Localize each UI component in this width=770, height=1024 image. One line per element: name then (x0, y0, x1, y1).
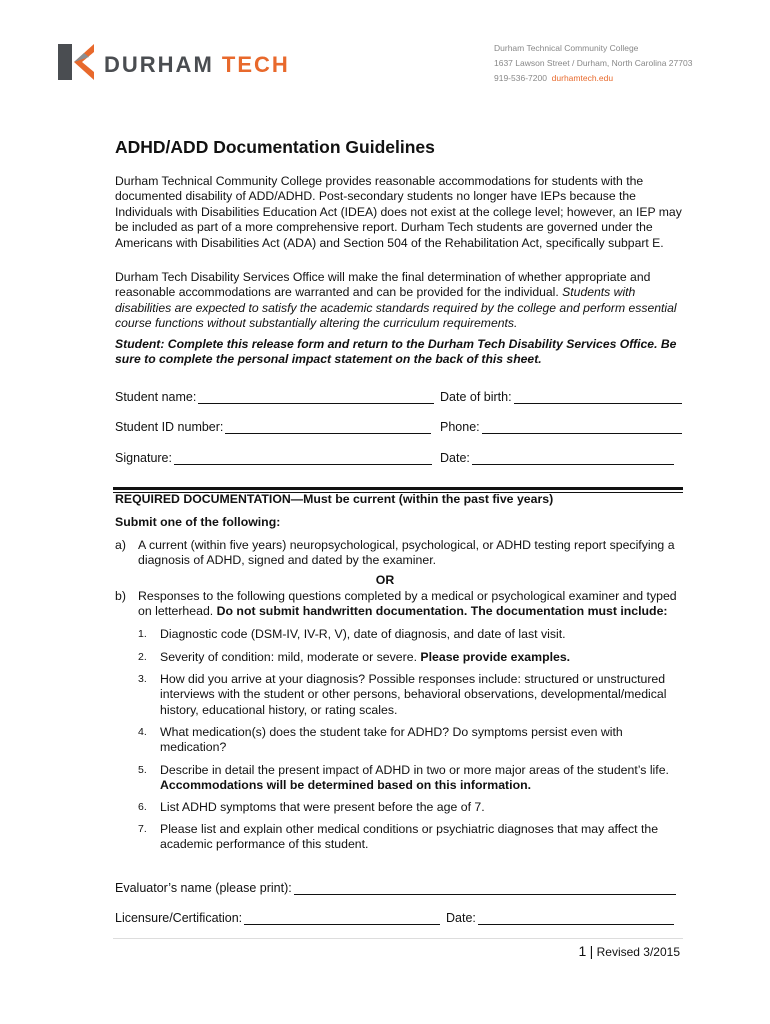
list-item (160, 650, 685, 665)
or-separator: OR (375, 573, 395, 587)
date-field[interactable] (440, 450, 674, 465)
date-label: Date: (440, 451, 470, 465)
list-item-bold-text: Accommodations will be determined based on this information. (160, 778, 532, 793)
item-number: 7. (138, 823, 147, 835)
page-title: ADHD/ADD Documentation Guidelines (115, 137, 435, 157)
determination-text: Durham Tech Disability Services Office will make the final determination of whether appropriate and reasonable accommodations are warranted and can be provided for the individual. (115, 270, 651, 300)
evaluator-date-label: Date: (446, 911, 476, 925)
list-item-text: How did you arrive at your diagnosis? Possible responses include: structured or unstructured interviews with the student or other persons, behavioral observations, developmental/medical history, educational history, or rating scales. (160, 672, 667, 717)
item-number: 1. (138, 628, 147, 640)
logo-word-tech: TECH (221, 52, 290, 77)
licensure-line[interactable] (244, 910, 440, 925)
page-footer (480, 943, 680, 959)
student-id-line[interactable] (225, 419, 431, 434)
signature-label: Signature: (115, 451, 172, 465)
item-number: 5. (138, 764, 147, 776)
licensure-label: Licensure/Certification: (115, 911, 243, 925)
student-id-label: Student ID number: (115, 420, 224, 434)
revision-date: Revised 3/2015 (596, 945, 680, 959)
list-item-bold-text: Please provide examples. (420, 650, 571, 664)
list-item-text: Severity of condition: mild, moderate or severe. (160, 650, 421, 664)
student-instruction: Student: Complete this release form and return to the Durham Tech Disability Services Office. Be sure to complete the personal impact statement on the back of this sheet. (115, 337, 677, 367)
option-b-letter: b) (115, 589, 126, 603)
date-of-birth-line[interactable] (514, 389, 682, 404)
list-item (160, 725, 685, 756)
option-b-plain-text: Responses to the following questions completed by a medical or psychological examiner and typed on letterhead. (138, 589, 677, 619)
durham-tech-logo-text (104, 52, 290, 78)
logo-word-durham: DURHAM (104, 52, 214, 77)
evaluator-date-line[interactable] (478, 910, 674, 925)
option-b-bold-text: Do not submit handwritten documentation. The documentation must include: (216, 604, 668, 619)
submit-one-heading: Submit one of the following: (115, 515, 281, 529)
footer-divider (113, 938, 683, 939)
list-item-text: What medication(s) does the student take for ADHD? Do symptoms persist even with medication? (160, 725, 623, 755)
academic-standards-text: Students with disabilities are expected to satisfy the academic standards required by the college and perform essential course functions without substantially altering the curriculum requirements. (115, 285, 677, 331)
list-item (160, 672, 685, 718)
college-name: Durham Technical Community College (494, 43, 639, 53)
college-phone-web (494, 71, 692, 86)
item-number: 3. (138, 673, 147, 685)
item-number: 4. (138, 726, 147, 738)
evaluator-date-field[interactable] (446, 910, 674, 925)
signature-field[interactable] (115, 450, 432, 465)
list-item-text: Please list and explain other medical conditions or psychiatric diagnoses that may affect the academic performance of this student. (160, 822, 659, 852)
durham-tech-logo-mark-icon (58, 44, 94, 80)
date-of-birth-label: Date of birth: (440, 390, 512, 404)
evaluator-name-field[interactable] (115, 880, 676, 895)
student-name-label: Student name: (115, 390, 197, 404)
licensure-field[interactable] (115, 910, 440, 925)
section-divider-thick (113, 487, 683, 490)
list-item-text: Diagnostic code (DSM-IV, IV-R, V), date of diagnosis, and date of last visit. (160, 627, 566, 641)
student-id-field[interactable] (115, 419, 431, 434)
item-number: 6. (138, 801, 147, 813)
phone-line[interactable] (482, 419, 682, 434)
college-contact-block (494, 41, 692, 86)
list-item (160, 763, 685, 794)
college-address: 1637 Lawson Street / Durham, North Carolina 27703 (494, 58, 693, 68)
signature-line[interactable] (174, 450, 432, 465)
option-b-text (138, 589, 686, 620)
college-website-link[interactable]: durhamtech.edu (551, 73, 614, 83)
list-item (160, 800, 685, 815)
date-of-birth-field[interactable] (440, 389, 682, 404)
evaluator-name-label: Evaluator’s name (please print): (115, 881, 292, 895)
required-documentation-heading: REQUIRED DOCUMENTATION—Must be current (within the past five years) (115, 492, 554, 506)
list-item (160, 627, 685, 642)
list-item-text: Describe in detail the present impact of ADHD in two or more major areas of the student’s life. (160, 763, 669, 777)
item-number: 2. (138, 651, 147, 663)
phone-label: Phone: (440, 420, 480, 434)
intro-paragraph: Durham Technical Community College provides reasonable accommodations for students with the documented disability of ADD/ADHD. Post-secondary students no longer have IEPs because the Individuals with Disabilities Education Act (IDEA) does not exist at the college level; however, an IEP may be included as part of a more comprehensive report. Durham Tech students are governed under the Americans with Disabilities Act (ADA) and Section 504 of the Rehabilitation Act, specifically subpart E. (115, 174, 682, 250)
footer-separator: | (589, 943, 594, 959)
determination-paragraph (115, 270, 685, 332)
date-line[interactable] (472, 450, 674, 465)
college-phone: 919-536-7200 (494, 73, 547, 83)
option-a-text: A current (within five years) neuropsychological, psychological, or ADHD testing report specifying a diagnosis of ADHD, signed and dated by the examiner. (138, 538, 675, 568)
phone-field[interactable] (440, 419, 682, 434)
list-item (160, 822, 685, 853)
evaluator-name-line[interactable] (294, 880, 676, 895)
option-a-letter: a) (115, 538, 126, 552)
list-item-text: List ADHD symptoms that were present before the age of 7. (160, 800, 485, 814)
page-number: 1 (578, 943, 587, 959)
student-name-field[interactable] (115, 389, 434, 404)
student-name-line[interactable] (198, 389, 434, 404)
